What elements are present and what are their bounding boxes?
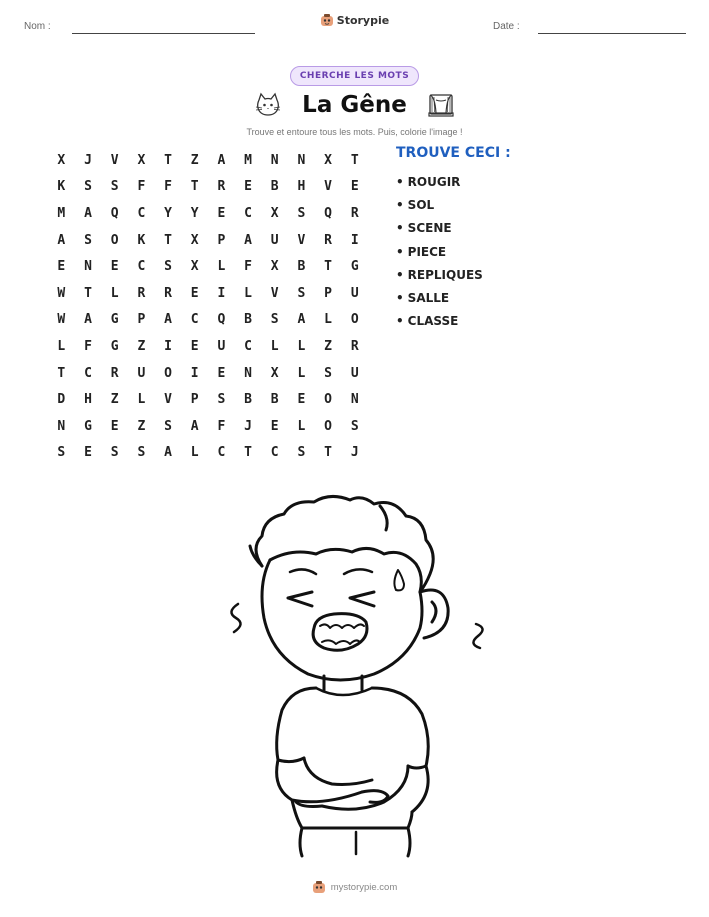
grid-letter[interactable]: M (57, 205, 66, 221)
grid-letter[interactable]: X (190, 259, 199, 275)
grid-letter[interactable]: X (57, 152, 66, 168)
word-list-title: TROUVE CECI : (396, 145, 511, 161)
grid-letter[interactable]: V (270, 285, 279, 301)
grid-row (48, 147, 368, 174)
grid-letter[interactable]: G (350, 259, 359, 275)
grid-letter[interactable]: I (190, 365, 199, 381)
bullet: • (396, 221, 404, 236)
grid-letter[interactable]: L (244, 285, 252, 301)
grid-letter[interactable]: T (164, 232, 172, 248)
grid-letter[interactable]: E (190, 338, 199, 354)
grid-letter[interactable]: N (57, 418, 66, 434)
grid-letter[interactable]: X (190, 232, 199, 248)
bullet: • (396, 197, 404, 212)
word-text: CLASSE (407, 314, 459, 329)
grid-letter[interactable]: C (137, 205, 146, 221)
grid-letter[interactable]: O (324, 418, 332, 434)
name-field-line[interactable] (72, 33, 255, 34)
grid-row (48, 253, 368, 280)
grid-letter[interactable]: B (270, 392, 279, 408)
grid-letter[interactable]: S (164, 418, 172, 434)
grid-letter[interactable]: N (244, 365, 252, 381)
grid-letter[interactable]: Z (190, 152, 199, 168)
grid-letter[interactable]: G (110, 338, 119, 354)
grid-letter[interactable]: R (137, 285, 146, 301)
cat-icon (254, 91, 282, 119)
word-text: ROUGIR (407, 174, 461, 189)
word-list-item (396, 240, 483, 263)
grid-letter[interactable]: P (324, 285, 332, 301)
grid-row (48, 307, 368, 334)
grid-letter[interactable]: O (350, 312, 359, 328)
grid-letter[interactable]: G (84, 418, 92, 434)
storypie-logo-icon (320, 13, 334, 27)
word-list-item (396, 193, 483, 216)
title-row (0, 91, 709, 119)
grid-letter[interactable]: L (297, 418, 306, 434)
word-list-item (396, 263, 483, 286)
grid-letter[interactable]: E (297, 392, 306, 408)
grid-letter[interactable]: O (110, 232, 119, 248)
grid-letter[interactable]: V (110, 152, 119, 168)
grid-letter[interactable]: T (324, 445, 332, 461)
grid-letter[interactable]: Q (217, 312, 226, 328)
grid-letter[interactable]: W (57, 312, 66, 328)
grid-letter[interactable]: F (164, 179, 172, 195)
grid-letter[interactable]: U (350, 285, 359, 301)
grid-letter[interactable]: U (270, 232, 279, 248)
grid-letter[interactable]: F (137, 179, 146, 195)
grid-letter[interactable]: M (244, 152, 252, 168)
grid-letter[interactable]: T (324, 259, 332, 275)
grid-row (48, 227, 368, 254)
grid-letter[interactable]: N (84, 259, 92, 275)
grid-letter[interactable]: T (84, 285, 92, 301)
grid-letter[interactable]: L (297, 365, 306, 381)
grid-letter[interactable]: D (57, 392, 66, 408)
grid-letter[interactable]: H (297, 179, 306, 195)
grid-letter[interactable]: W (57, 285, 66, 301)
grid-letter[interactable]: P (217, 232, 226, 248)
grid-row (48, 333, 368, 360)
word-text: REPLIQUES (407, 267, 483, 282)
grid-letter[interactable]: Z (324, 338, 332, 354)
grid-letter[interactable]: I (164, 338, 172, 354)
grid-letter[interactable]: C (244, 205, 252, 221)
grid-row (48, 360, 368, 387)
grid-letter[interactable]: S (110, 179, 119, 195)
word-text: SALLE (407, 291, 450, 306)
grid-letter[interactable]: I (217, 285, 226, 301)
grid-letter[interactable]: C (244, 338, 252, 354)
grid-letter[interactable]: S (350, 418, 359, 434)
grid-letter[interactable]: R (164, 285, 172, 301)
grid-letter[interactable]: L (57, 338, 66, 354)
grid-row (48, 200, 368, 227)
word-search-grid[interactable] (48, 147, 368, 466)
grid-row (48, 413, 368, 440)
grid-row (48, 386, 368, 413)
grid-letter[interactable]: A (164, 312, 172, 328)
grid-row (48, 174, 368, 201)
bullet: • (396, 291, 404, 306)
grid-letter[interactable]: L (190, 445, 199, 461)
grid-letter[interactable]: K (137, 232, 146, 248)
grid-letter[interactable]: L (110, 285, 119, 301)
grid-letter[interactable]: U (137, 365, 146, 381)
grid-letter[interactable]: R (324, 232, 332, 248)
name-label: Nom : (24, 21, 51, 32)
grid-letter[interactable]: Q (324, 205, 332, 221)
bullet: • (396, 174, 404, 189)
grid-letter[interactable]: C (84, 365, 92, 381)
grid-letter[interactable]: L (270, 338, 279, 354)
grid-letter[interactable]: V (297, 232, 306, 248)
grid-letter[interactable]: A (164, 445, 172, 461)
grid-letter[interactable]: E (217, 205, 226, 221)
grid-letter[interactable]: F (217, 418, 226, 434)
grid-letter[interactable]: L (324, 312, 332, 328)
grid-letter[interactable]: T (244, 445, 252, 461)
footer (0, 880, 709, 894)
grid-letter[interactable]: T (350, 152, 359, 168)
grid-letter[interactable]: S (84, 232, 92, 248)
grid-letter[interactable]: T (164, 152, 172, 168)
grid-letter[interactable]: X (270, 365, 279, 381)
grid-letter[interactable]: B (270, 179, 279, 195)
grid-letter[interactable]: S (297, 205, 306, 221)
grid-letter[interactable]: E (217, 365, 226, 381)
page-title: La Gêne (302, 92, 407, 118)
grid-letter[interactable]: R (217, 179, 226, 195)
grid-letter[interactable]: Z (137, 418, 146, 434)
theater-stage-icon (427, 91, 455, 119)
grid-letter[interactable]: E (84, 445, 92, 461)
grid-letter[interactable]: A (297, 312, 306, 328)
grid-letter[interactable]: O (164, 365, 172, 381)
grid-letter[interactable]: G (110, 312, 119, 328)
grid-letter[interactable]: S (137, 445, 146, 461)
grid-letter[interactable]: Z (110, 392, 119, 408)
grid-letter[interactable]: A (244, 232, 252, 248)
grid-letter[interactable]: E (110, 418, 119, 434)
grid-letter[interactable]: P (190, 392, 199, 408)
grid-row (48, 440, 368, 467)
storypie-logo-icon (312, 880, 326, 894)
grid-letter[interactable]: X (324, 152, 332, 168)
brand-name: Storypie (336, 13, 390, 27)
grid-letter[interactable]: A (84, 205, 92, 221)
grid-letter[interactable]: A (190, 418, 199, 434)
word-text: SOL (407, 197, 435, 212)
grid-letter[interactable]: E (244, 179, 252, 195)
word-list-item (396, 286, 483, 309)
grid-letter[interactable]: B (297, 259, 306, 275)
embarrassed-child-illustration[interactable] (212, 488, 502, 858)
grid-letter[interactable]: U (217, 338, 226, 354)
grid-letter[interactable]: L (137, 392, 146, 408)
word-text: PIECE (407, 244, 447, 259)
grid-letter[interactable]: B (244, 392, 252, 408)
grid-letter[interactable]: Y (164, 205, 172, 221)
grid-letter[interactable]: F (244, 259, 252, 275)
grid-letter[interactable]: J (84, 152, 92, 168)
grid-letter[interactable]: C (190, 312, 199, 328)
grid-letter[interactable]: J (244, 418, 252, 434)
grid-letter[interactable]: T (57, 365, 66, 381)
grid-letter[interactable]: S (164, 259, 172, 275)
activity-badge: CHERCHE LES MOTS (290, 66, 419, 86)
grid-letter[interactable]: N (270, 152, 279, 168)
bullet: • (396, 244, 404, 259)
grid-letter[interactable]: A (57, 232, 66, 248)
bullet: • (396, 267, 404, 282)
word-list-item (396, 217, 483, 240)
grid-letter[interactable]: I (350, 232, 359, 248)
grid-letter[interactable]: O (324, 392, 332, 408)
grid-letter[interactable]: K (57, 179, 66, 195)
grid-letter[interactable]: X (270, 205, 279, 221)
grid-letter[interactable]: B (244, 312, 252, 328)
grid-letter[interactable]: A (84, 312, 92, 328)
grid-letter[interactable]: H (84, 392, 92, 408)
grid-letter[interactable]: V (164, 392, 172, 408)
grid-letter[interactable]: E (110, 259, 119, 275)
word-list (396, 170, 483, 333)
grid-letter[interactable]: Y (190, 205, 199, 221)
grid-letter[interactable]: F (84, 338, 92, 354)
word-list-item (396, 170, 483, 193)
grid-letter[interactable]: U (350, 365, 359, 381)
bullet: • (396, 314, 404, 329)
grid-letter[interactable]: V (324, 179, 332, 195)
grid-letter[interactable]: S (57, 445, 66, 461)
grid-letter[interactable]: S (324, 365, 332, 381)
grid-letter[interactable]: S (84, 179, 92, 195)
instructions: Trouve et entoure tous les mots. Puis, colorie l'image ! (246, 127, 463, 137)
grid-letter[interactable]: S (297, 285, 306, 301)
grid-letter[interactable]: Q (110, 205, 119, 221)
grid-letter[interactable]: R (110, 365, 119, 381)
date-label: Date : (493, 21, 520, 32)
footer-url[interactable]: mystorypie.com (330, 881, 398, 893)
grid-letter[interactable]: N (297, 152, 306, 168)
grid-letter[interactable]: E (270, 418, 279, 434)
grid-letter[interactable]: S (270, 312, 279, 328)
grid-letter[interactable]: S (217, 392, 226, 408)
grid-letter[interactable]: Z (137, 338, 146, 354)
word-text: SCENE (407, 221, 452, 236)
grid-letter[interactable]: S (110, 445, 119, 461)
grid-letter[interactable]: L (217, 259, 226, 275)
grid-letter[interactable]: P (137, 312, 146, 328)
grid-letter[interactable]: A (217, 152, 226, 168)
grid-letter[interactable]: C (217, 445, 226, 461)
date-field-line[interactable] (538, 33, 686, 34)
grid-letter[interactable]: X (270, 259, 279, 275)
grid-letter[interactable]: C (137, 259, 146, 275)
grid-letter[interactable]: R (350, 338, 359, 354)
grid-letter[interactable]: S (297, 445, 306, 461)
brand (0, 13, 709, 27)
word-list-item (396, 310, 483, 333)
grid-letter[interactable]: R (350, 205, 359, 221)
grid-letter[interactable]: N (350, 392, 359, 408)
grid-letter[interactable]: C (270, 445, 279, 461)
grid-letter[interactable]: E (190, 285, 199, 301)
grid-letter[interactable]: L (297, 338, 306, 354)
grid-letter[interactable]: E (57, 259, 66, 275)
grid-letter[interactable]: J (350, 445, 359, 461)
grid-letter[interactable]: E (350, 179, 359, 195)
grid-letter[interactable]: T (190, 179, 199, 195)
grid-letter[interactable]: X (137, 152, 146, 168)
grid-row (48, 280, 368, 307)
